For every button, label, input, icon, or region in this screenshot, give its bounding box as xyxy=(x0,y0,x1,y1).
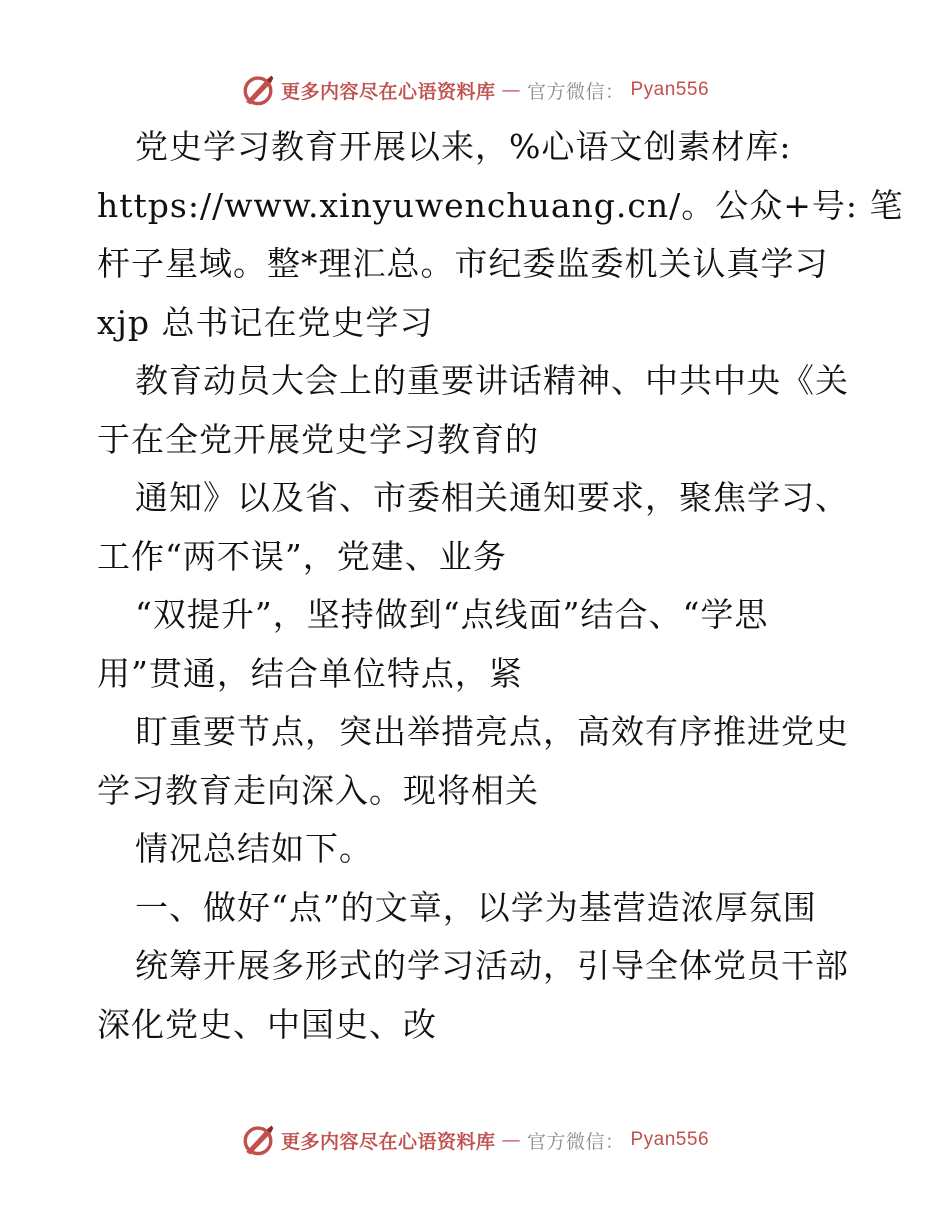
footer-watermark xyxy=(0,1120,950,1160)
pen-logo-icon xyxy=(241,1123,275,1157)
document-body xyxy=(97,118,904,1054)
text-line: 工作“两不误”，党建、业务 xyxy=(97,536,507,576)
text-line: 盯重要节点，突出举措亮点，高效有序推进党史 xyxy=(135,712,849,751)
text-line: https://www.xinyuwenchuang.cn/。公众+号: 笔 xyxy=(97,185,904,225)
text-line: 通知》以及省、市委相关通知要求，聚焦学习、 xyxy=(135,478,849,517)
text-line: 一、做好“点”的文章，以学为基营造浓厚氛围 xyxy=(135,887,817,927)
text-line: 教育动员大会上的重要讲话精神、中共中央《关 xyxy=(135,361,849,400)
pen-logo-icon xyxy=(241,73,275,107)
watermark-dash: — xyxy=(501,79,521,101)
watermark-label: 官方微信： xyxy=(526,1130,625,1153)
text-line: 于在全党开展党史学习教育的 xyxy=(97,419,539,459)
header-watermark xyxy=(0,70,950,110)
text-line: 情况总结如下。 xyxy=(135,829,373,868)
text-line: 党史学习教育开展以来，%心语文创素材库: xyxy=(135,127,792,166)
text-line: 学习教育走向深入。现将相关 xyxy=(97,770,539,810)
watermark-handle: Pyan556 xyxy=(630,1129,710,1150)
watermark-dash: — xyxy=(501,1129,521,1151)
text-line: 杆子星域。整*理汇总。市纪委监委机关认真学习 xyxy=(97,244,829,283)
text-line: 统筹开展多形式的学习活动，引导全体党员干部 xyxy=(135,946,849,985)
text-line: “双提升”，坚持做到“点线面”结合、“学思 xyxy=(135,595,769,634)
watermark-site-text: 更多内容尽在心语资料库 xyxy=(280,80,496,103)
watermark-handle: Pyan556 xyxy=(630,79,710,100)
watermark-label: 官方微信： xyxy=(526,80,625,103)
text-line: 用”贯通，结合单位特点，紧 xyxy=(97,653,523,693)
text-line: 深化党史、中国史、改 xyxy=(97,1004,437,1044)
watermark-site-text: 更多内容尽在心语资料库 xyxy=(280,1130,496,1153)
text-line: xjp 总书记在党史学习 xyxy=(97,302,434,342)
